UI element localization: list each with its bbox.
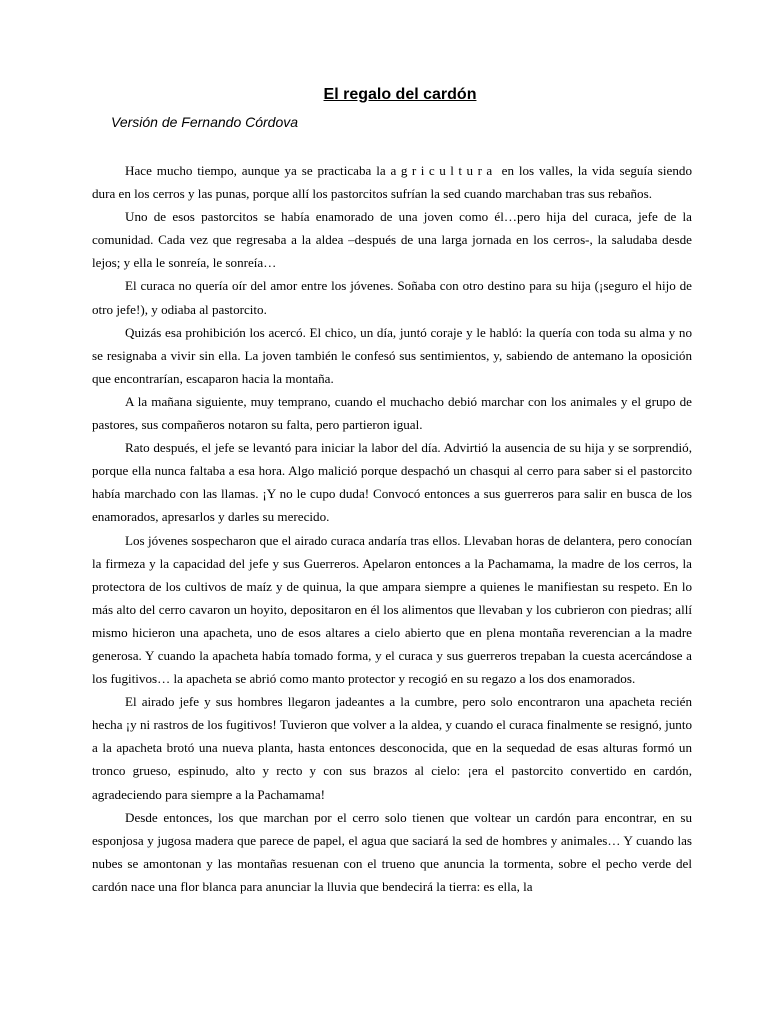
emphasized-word: agricultura	[390, 163, 497, 178]
paragraph: Uno de esos pastorcitos se había enamorado de una joven como él…pero hija del curaca, jefe de la comunidad. Cada vez que regresaba a la aldea –después de una larga jornada en los cerros-, la saludaba desde lejos; y ella le sonreía, le sonreía…	[92, 209, 692, 271]
story-body	[92, 159, 692, 898]
document-subtitle: Versión de Fernando Córdova	[111, 114, 299, 130]
paragraph-text: Hace mucho tiempo, aunque ya se practicaba la	[125, 163, 391, 178]
paragraph: Los jóvenes sospecharon que el airado curaca andaría tras ellos. Llevaban horas de delantera, pero conocían la firmeza y la capacidad del jefe y sus Guerreros. Apelaron entonces a la Pachamama, la madre de los cerros, la protectora de los cultivos de maíz y de quinua, la que ampara siempre a quienes le manifiestan su respeto. En lo más alto del cerro cavaron un hoyito, depositaron en él los alimentos que llevaban y los cubrieron con piedras; allí mismo hicieron una apacheta, uno de esos altares a cielo abierto que en plena montaña reverencian a la madre generosa. Y cuando la apacheta había tomado forma, y el curaca y sus guerreros trepaban la cuesta acercándose a los fugitivos… la apacheta se abrió como manto protector y recogió en su regazo a los dos enamorados.	[92, 532, 692, 687]
paragraph	[92, 159, 692, 205]
paragraph: Desde entonces, los que marchan por el cerro solo tienen que voltear un cardón para encontrar, en su esponjosa y jugosa madera que parece de papel, el agua que saciará la sed de hombres y animales… Y cuando las nubes se amontonan y las montañas resuenan con el trueno que anuncia la tormenta, sobre el pecho verde del cardón nace una flor blanca para anunciar la lluvia que bendecirá la tierra: es ella, la	[92, 809, 692, 894]
paragraph-text: en los valles, la vida seguía siendo dura en los cerros y las punas, porque allí los pastorcitos sufrían la sed cuando marchaban tras sus rebaños.	[92, 163, 692, 202]
paragraph: El curaca no quería oír del amor entre los jóvenes. Soñaba con otro destino para su hija (¡seguro el hijo de otro jefe!), y odiaba al pastorcito.	[92, 278, 692, 317]
paragraph: Quizás esa prohibición los acercó. El chico, un día, juntó coraje y le habló: la quería con toda su alma y no se resignaba a vivir sin ella. La joven también le confesó sus sentimientos, y, sabiendo de antemano la oposición que encontrarían, escaparon hacia la montaña.	[92, 324, 692, 386]
paragraph: Rato después, el jefe se levantó para iniciar la labor del día. Advirtió la ausencia de su hija y se sorprendió, porque ella nunca faltaba a esa hora. Algo malició porque despachó un chasqui al cerro para saber si el pastorcito había marchado con las llamas. ¡Y no le cupo duda! Convocó entonces a sus guerreros para salir en busca de los enamorados, apresarlos y darles su merecido.	[92, 440, 692, 525]
paragraph: El airado jefe y sus hombres llegaron jadeantes a la cumbre, pero solo encontraron una apacheta recién hecha ¡y ni rastros de los fugitivos! Tuvieron que volver a la aldea, y cuando el curaca finalmente se resignó, junto a la apacheta brotó una nueva planta, hasta entonces desconocida, que en la sequedad de esas alturas formó un tronco grueso, espinudo, alto y recto y con sus brazos al cielo: ¡era el pastorcito convertido en cardón, agradeciendo para siempre a la Pachamama!	[92, 694, 692, 802]
document-title: El regalo del cardón	[323, 86, 477, 103]
paragraph: A la mañana siguiente, muy temprano, cuando el muchacho debió marchar con los animales y el grupo de pastores, sus compañeros notaron su falta, pero partieron igual.	[92, 393, 692, 433]
